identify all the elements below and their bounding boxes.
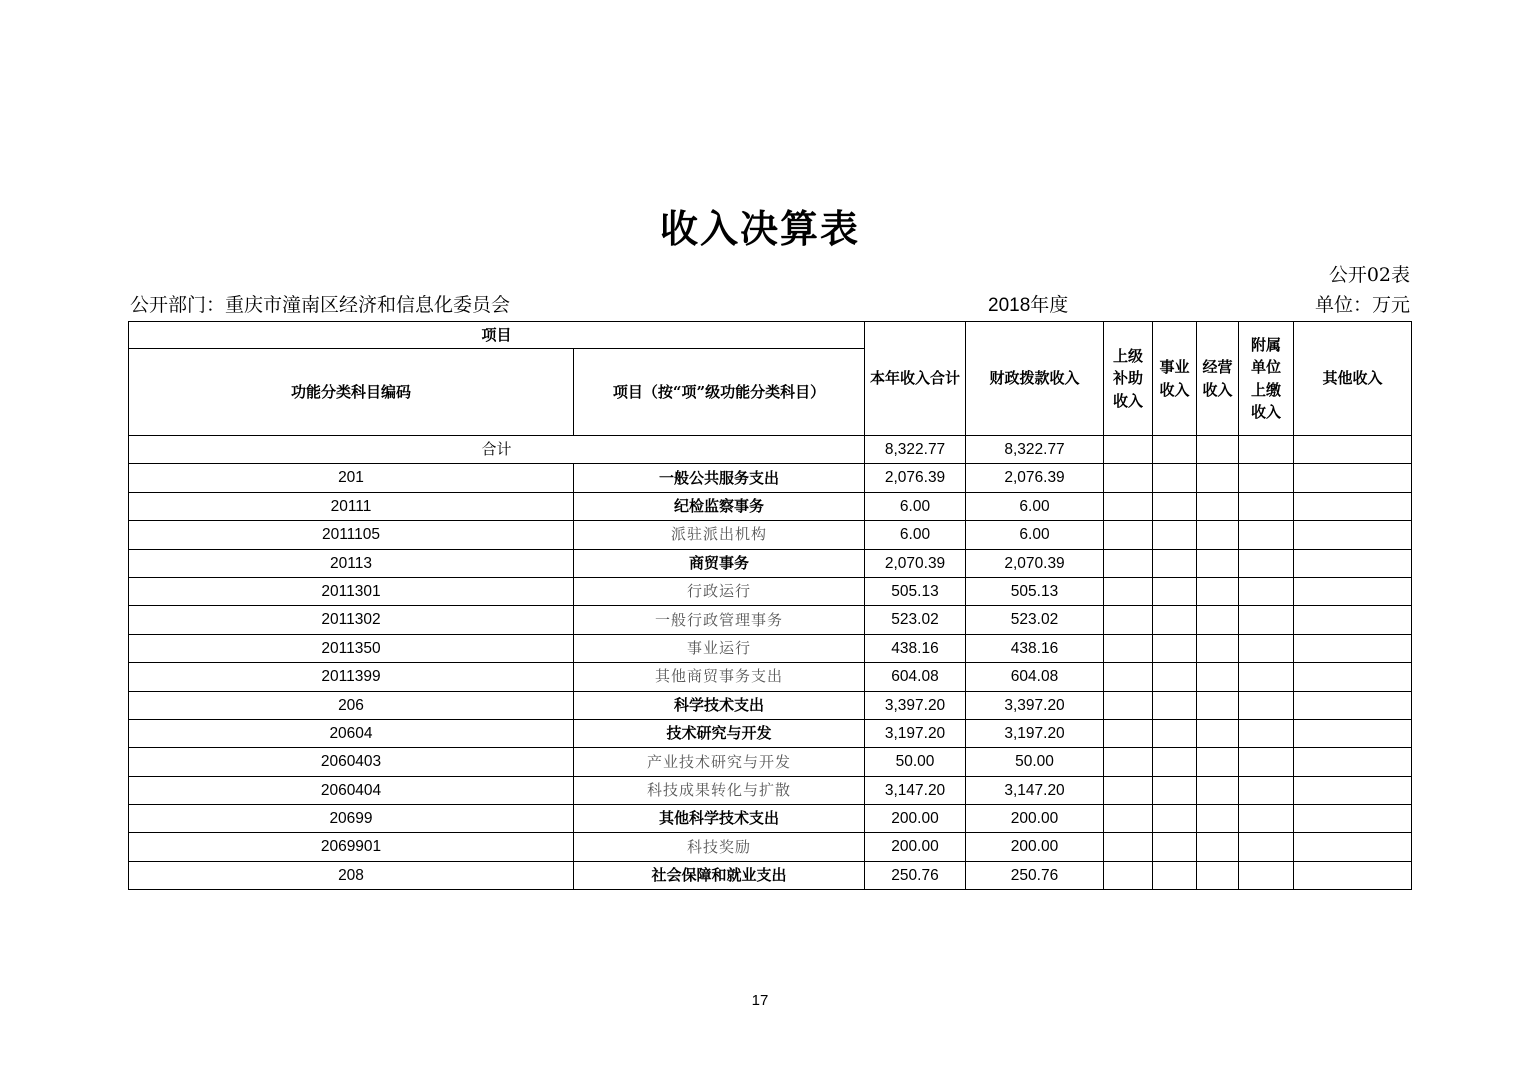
business-income-cell: [1153, 464, 1197, 492]
header-operating-income: [1197, 322, 1239, 436]
operating-income-cell: [1197, 776, 1239, 804]
table-row: [129, 464, 1412, 492]
table-row: [129, 805, 1412, 833]
total-operating-cell: [1197, 436, 1239, 464]
upper-subsidy-cell: [1104, 577, 1153, 605]
other-income-cell: [1294, 606, 1412, 634]
affiliated-income-cell: [1239, 549, 1294, 577]
operating-income-cell: [1197, 719, 1239, 747]
function-code-cell: 20111: [129, 492, 574, 520]
header-upper-subsidy: [1104, 322, 1153, 436]
other-income-cell: [1294, 464, 1412, 492]
operating-income-cell: [1197, 805, 1239, 833]
fiscal-income-cell: 505.13: [966, 577, 1104, 605]
function-code-cell: 2060404: [129, 776, 574, 804]
upper-subsidy-cell: [1104, 634, 1153, 662]
other-income-cell: [1294, 776, 1412, 804]
upper-subsidy-cell: [1104, 606, 1153, 634]
header-business-income-text: 事业收入: [1159, 358, 1190, 399]
table-row: [129, 663, 1412, 691]
total-other-cell: [1294, 436, 1412, 464]
other-income-cell: [1294, 521, 1412, 549]
header-other-income: 其他收入: [1294, 322, 1412, 436]
total-income-cell: 2,076.39: [865, 464, 966, 492]
fiscal-year: [988, 290, 1068, 317]
function-code-cell: 201: [129, 464, 574, 492]
operating-income-cell: [1197, 606, 1239, 634]
department-label: 公开部门：重庆市潼南区经济和信息化委员会: [130, 294, 511, 316]
item-name-cell: 其他商贸事务支出: [574, 663, 865, 691]
table-row: [129, 691, 1412, 719]
fiscal-income-cell: 6.00: [966, 521, 1104, 549]
form-number: 公开02表: [1328, 264, 1410, 286]
table-row: [129, 606, 1412, 634]
fiscal-income-cell: 50.00: [966, 748, 1104, 776]
fiscal-year-number: 2018: [988, 295, 1031, 316]
other-income-cell: [1294, 805, 1412, 833]
item-name-cell: 科技成果转化与扩散: [574, 776, 865, 804]
table-row: [129, 748, 1412, 776]
total-label: 合计: [129, 436, 865, 464]
total-income-cell: 523.02: [865, 606, 966, 634]
operating-income-cell: [1197, 549, 1239, 577]
total-income-cell: 6.00: [865, 492, 966, 520]
affiliated-income-cell: [1239, 521, 1294, 549]
operating-income-cell: [1197, 833, 1239, 861]
business-income-cell: [1153, 719, 1197, 747]
operating-income-cell: [1197, 691, 1239, 719]
upper-subsidy-cell: [1104, 861, 1153, 889]
total-income-cell: 6.00: [865, 521, 966, 549]
business-income-cell: [1153, 748, 1197, 776]
page-title: 收入决算表: [659, 206, 860, 251]
operating-income-cell: [1197, 521, 1239, 549]
total-upper-cell: [1104, 436, 1153, 464]
page-number: 17: [751, 992, 769, 1009]
function-code-cell: 2011105: [129, 521, 574, 549]
function-code-cell: 2011301: [129, 577, 574, 605]
fiscal-income-cell: 438.16: [966, 634, 1104, 662]
table-row: [129, 776, 1412, 804]
business-income-cell: [1153, 549, 1197, 577]
income-table: [128, 321, 1412, 890]
business-income-cell: [1153, 521, 1197, 549]
function-code-cell: 20113: [129, 549, 574, 577]
total-income-cell: 505.13: [865, 577, 966, 605]
operating-income-cell: [1197, 577, 1239, 605]
business-income-cell: [1153, 606, 1197, 634]
upper-subsidy-cell: [1104, 663, 1153, 691]
business-income-cell: [1153, 805, 1197, 833]
item-name-cell: 一般公共服务支出: [574, 464, 865, 492]
affiliated-income-cell: [1239, 861, 1294, 889]
total-income-cell: 3,397.20: [865, 691, 966, 719]
total-income-cell: 2,070.39: [865, 549, 966, 577]
fiscal-income-cell: 2,070.39: [966, 549, 1104, 577]
other-income-cell: [1294, 492, 1412, 520]
affiliated-income-cell: [1239, 691, 1294, 719]
header-total-income: [865, 322, 966, 436]
total-income-cell: 200.00: [865, 833, 966, 861]
function-code-cell: 20604: [129, 719, 574, 747]
function-code-cell: 2011350: [129, 634, 574, 662]
upper-subsidy-cell: [1104, 492, 1153, 520]
operating-income-cell: [1197, 492, 1239, 520]
total-income-cell: 200.00: [865, 805, 966, 833]
header-function-code: 功能分类科目编码: [129, 349, 574, 436]
affiliated-income-cell: [1239, 776, 1294, 804]
fiscal-income-cell: 3,397.20: [966, 691, 1104, 719]
operating-income-cell: [1197, 464, 1239, 492]
total-affiliated-cell: [1239, 436, 1294, 464]
upper-subsidy-cell: [1104, 719, 1153, 747]
total-income-cell: 604.08: [865, 663, 966, 691]
other-income-cell: [1294, 663, 1412, 691]
item-name-cell: 商贸事务: [574, 549, 865, 577]
item-name-cell: 行政运行: [574, 577, 865, 605]
total-income-cell: 250.76: [865, 861, 966, 889]
business-income-cell: [1153, 833, 1197, 861]
business-income-cell: [1153, 577, 1197, 605]
other-income-cell: [1294, 691, 1412, 719]
total-income-value: 8,322.77: [865, 436, 966, 464]
other-income-cell: [1294, 833, 1412, 861]
upper-subsidy-cell: [1104, 776, 1153, 804]
total-income-cell: 438.16: [865, 634, 966, 662]
header-affiliated-income-text: 附属单位上缴收入: [1251, 335, 1282, 421]
operating-income-cell: [1197, 634, 1239, 662]
item-name-cell: 社会保障和就业支出: [574, 861, 865, 889]
other-income-cell: [1294, 748, 1412, 776]
unit-label: 单位：万元: [1314, 294, 1410, 316]
function-code-cell: 2069901: [129, 833, 574, 861]
other-income-cell: [1294, 549, 1412, 577]
business-income-cell: [1153, 776, 1197, 804]
fiscal-income-cell: 250.76: [966, 861, 1104, 889]
upper-subsidy-cell: [1104, 833, 1153, 861]
operating-income-cell: [1197, 748, 1239, 776]
function-code-cell: 20699: [129, 805, 574, 833]
table-row: [129, 634, 1412, 662]
function-code-cell: 2011399: [129, 663, 574, 691]
function-code-cell: 208: [129, 861, 574, 889]
affiliated-income-cell: [1239, 719, 1294, 747]
header-item-name: 项目（按“项”级功能分类科目）: [574, 349, 865, 436]
fiscal-income-cell: 604.08: [966, 663, 1104, 691]
upper-subsidy-cell: [1104, 748, 1153, 776]
item-name-cell: 技术研究与开发: [574, 719, 865, 747]
function-code-cell: 2011302: [129, 606, 574, 634]
item-name-cell: 其他科学技术支出: [574, 805, 865, 833]
business-income-cell: [1153, 492, 1197, 520]
total-income-cell: 3,197.20: [865, 719, 966, 747]
fiscal-income-cell: 2,076.39: [966, 464, 1104, 492]
fiscal-year-suffix: 年度: [1030, 294, 1069, 316]
table-row: [129, 577, 1412, 605]
affiliated-income-cell: [1239, 805, 1294, 833]
table-row: [129, 719, 1412, 747]
item-name-cell: 一般行政管理事务: [574, 606, 865, 634]
item-name-cell: 纪检监察事务: [574, 492, 865, 520]
fiscal-income-cell: 523.02: [966, 606, 1104, 634]
table-row: [129, 833, 1412, 861]
header-upper-subsidy-text: 上级补助收入: [1113, 346, 1144, 410]
item-name-cell: 科技奖励: [574, 833, 865, 861]
operating-income-cell: [1197, 861, 1239, 889]
fiscal-income-cell: 3,197.20: [966, 719, 1104, 747]
affiliated-income-cell: [1239, 663, 1294, 691]
table-row: [129, 492, 1412, 520]
table-row: [129, 549, 1412, 577]
affiliated-income-cell: [1239, 634, 1294, 662]
operating-income-cell: [1197, 663, 1239, 691]
header-total-income-text: 本年收入合计: [870, 368, 961, 387]
affiliated-income-cell: [1239, 464, 1294, 492]
header-operating-income-text: 经营收入: [1202, 358, 1233, 399]
upper-subsidy-cell: [1104, 691, 1153, 719]
upper-subsidy-cell: [1104, 805, 1153, 833]
item-name-cell: 科学技术支出: [574, 691, 865, 719]
business-income-cell: [1153, 861, 1197, 889]
header-group-project: 项目: [129, 322, 865, 349]
header-fiscal-income: 财政拨款收入: [966, 322, 1104, 436]
function-code-cell: 206: [129, 691, 574, 719]
header-affiliated-income: [1239, 322, 1294, 436]
fiscal-income-cell: 6.00: [966, 492, 1104, 520]
total-fiscal-value: 8,322.77: [966, 436, 1104, 464]
item-name-cell: 派驻派出机构: [574, 521, 865, 549]
business-income-cell: [1153, 691, 1197, 719]
affiliated-income-cell: [1239, 748, 1294, 776]
business-income-cell: [1153, 663, 1197, 691]
affiliated-income-cell: [1239, 577, 1294, 605]
item-name-cell: 产业技术研究与开发: [574, 748, 865, 776]
table-row: [129, 861, 1412, 889]
other-income-cell: [1294, 719, 1412, 747]
function-code-cell: 2060403: [129, 748, 574, 776]
affiliated-income-cell: [1239, 606, 1294, 634]
fiscal-income-cell: 3,147.20: [966, 776, 1104, 804]
business-income-cell: [1153, 634, 1197, 662]
total-row: [129, 436, 1412, 464]
upper-subsidy-cell: [1104, 464, 1153, 492]
item-name-cell: 事业运行: [574, 634, 865, 662]
fiscal-income-cell: 200.00: [966, 805, 1104, 833]
header-business-income: [1153, 322, 1197, 436]
upper-subsidy-cell: [1104, 549, 1153, 577]
table-row: [129, 521, 1412, 549]
upper-subsidy-cell: [1104, 521, 1153, 549]
fiscal-income-cell: 200.00: [966, 833, 1104, 861]
affiliated-income-cell: [1239, 833, 1294, 861]
other-income-cell: [1294, 634, 1412, 662]
affiliated-income-cell: [1239, 492, 1294, 520]
other-income-cell: [1294, 577, 1412, 605]
other-income-cell: [1294, 861, 1412, 889]
total-income-cell: 3,147.20: [865, 776, 966, 804]
total-business-cell: [1153, 436, 1197, 464]
total-income-cell: 50.00: [865, 748, 966, 776]
